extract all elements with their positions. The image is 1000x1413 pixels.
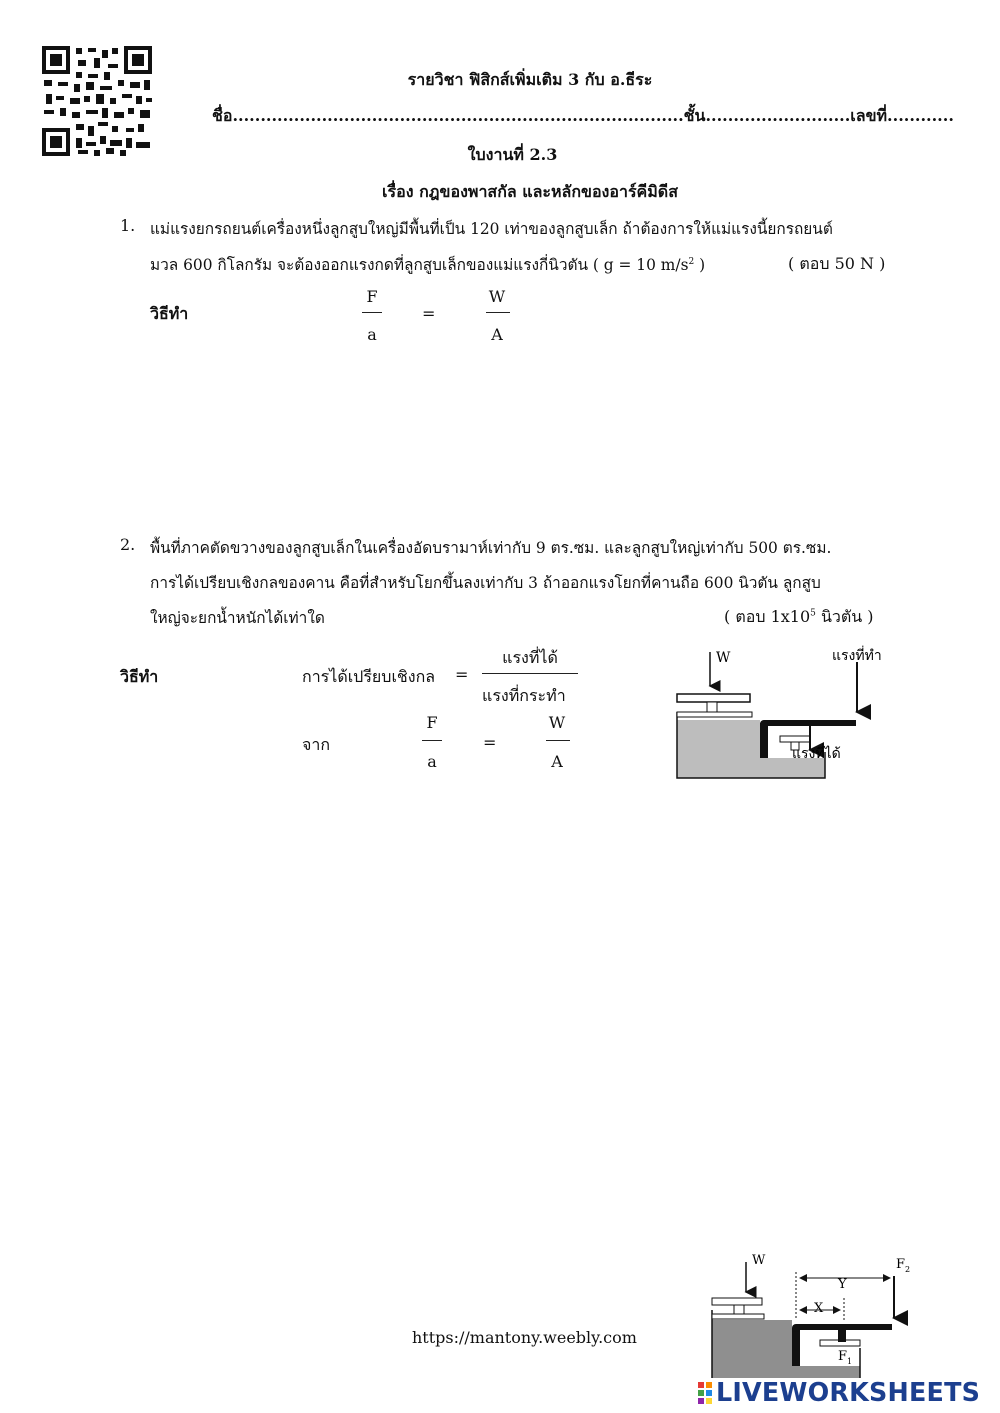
q2-text-line2: การได้เปรียบเชิงกลของคาน คือที่สำหรับโยกขึ้นลงเท่ากับ 3 ถ้าออกแรงโยกที่คานถือ 600 นิวตัน ลูกสูบ <box>150 574 821 592</box>
q2-hydraulic-press-diagram <box>660 640 920 785</box>
q2-ma-denominator: แรงที่กระทำ <box>482 686 566 705</box>
q2-ma-equals: = <box>455 665 469 684</box>
q1-frac-right-num: W <box>488 287 506 306</box>
q2-from-label: จาก <box>302 735 331 754</box>
q2-frac-right-den: A <box>551 752 563 771</box>
q2-text-line1: พื้นที่ภาคตัดขวางของลูกสูบเล็กในเครื่องอัดบรามาห์เท่ากับ 9 ตร.ซม. และลูกสูบใหญ่เท่ากับ 500 ตร.ซม. <box>150 539 832 557</box>
name-class-number-line: ชื่อ.................................................................................ชั้น..........................เลขที่............ <box>212 106 954 125</box>
q2-answer: ( ตอบ $1x10^5$ นิวตัน ) <box>724 607 874 626</box>
footer-hydraulic-diagram <box>700 1248 930 1393</box>
qr-code <box>42 46 152 156</box>
w-label: W <box>716 650 731 666</box>
liveworksheets-logo <box>698 1378 994 1408</box>
footer-url[interactable]: https://mantony.weebly.com <box>412 1328 637 1347</box>
small-piston <box>780 736 810 742</box>
vertical-post <box>760 723 768 758</box>
footer-x-label: X <box>814 1301 824 1316</box>
effort-label: แรงที่ทำ <box>832 648 882 664</box>
worksheet-topic: เรื่อง กฎของพาสกัล และหลักของอาร์คีมิดีส <box>382 182 678 201</box>
q2-frac-equals: = <box>483 733 497 752</box>
q2-frac-right-num: W <box>548 713 566 732</box>
footer-f1-label: $F_1$ <box>838 1349 853 1366</box>
q1-equals: = <box>422 304 436 323</box>
liveworksheets-text[interactable]: LIVEWORKSHEETS <box>716 1377 981 1407</box>
output-label: แรงที่ได้ <box>792 746 841 762</box>
q1-frac-right-bar <box>486 312 510 313</box>
worksheet-number: ใบงานที่ 2.3 <box>467 145 558 164</box>
q2-number: 2. <box>120 535 136 554</box>
q1-text-line1: แม่แรงยกรถยนต์เครื่องหนึ่งลูกสูบใหญ่มีพื้นที่เป็น 120 เท่าของลูกสูบเล็ก ถ้าต้องการให้แม่แรงนี้ยกรถยนต์ <box>150 220 833 238</box>
large-piston <box>677 694 750 702</box>
q2-frac-right-bar <box>546 740 570 741</box>
subject-title: รายวิชา ฟิสิกส์เพิ่มเติม 3 กับ อ.ธีระ <box>407 70 653 89</box>
q1-frac-left-den: a <box>367 325 377 344</box>
q1-answer: ( ตอบ 50 N ) <box>788 254 886 273</box>
q1-frac-right-den: A <box>491 325 503 344</box>
footer-w-label: W <box>752 1253 766 1268</box>
q1-frac-left-num: F <box>366 287 378 306</box>
footer-f2-label: $F_2$ <box>896 1257 911 1274</box>
q2-frac-left-den: a <box>427 752 437 771</box>
q1-text-line2: มวล 600 กิโลกรัม จะต้องออกแรงกดที่ลูกสูบเล็กของแม่แรงกี่นิวตัน ( g = 10 $m/s^2$ ) <box>150 256 706 274</box>
q2-frac-left-num: F <box>426 713 438 732</box>
q1-number: 1. <box>120 216 136 235</box>
footer-y-label: Y <box>838 1277 847 1292</box>
q2-frac-left-bar <box>422 740 442 741</box>
q2-mechanical-advantage-label: การได้เปรียบเชิงกล <box>302 667 436 686</box>
q2-ma-bar <box>482 673 578 674</box>
q2-ma-numerator: แรงที่ได้ <box>502 648 558 667</box>
q1-method-label: วิธีทำ <box>150 304 189 323</box>
q2-text-line3: ใหญ่จะยกน้ำหนักได้เท่าใด <box>150 609 325 627</box>
q1-frac-left-bar <box>362 312 382 313</box>
q2-method-label: วิธีทำ <box>120 667 159 686</box>
